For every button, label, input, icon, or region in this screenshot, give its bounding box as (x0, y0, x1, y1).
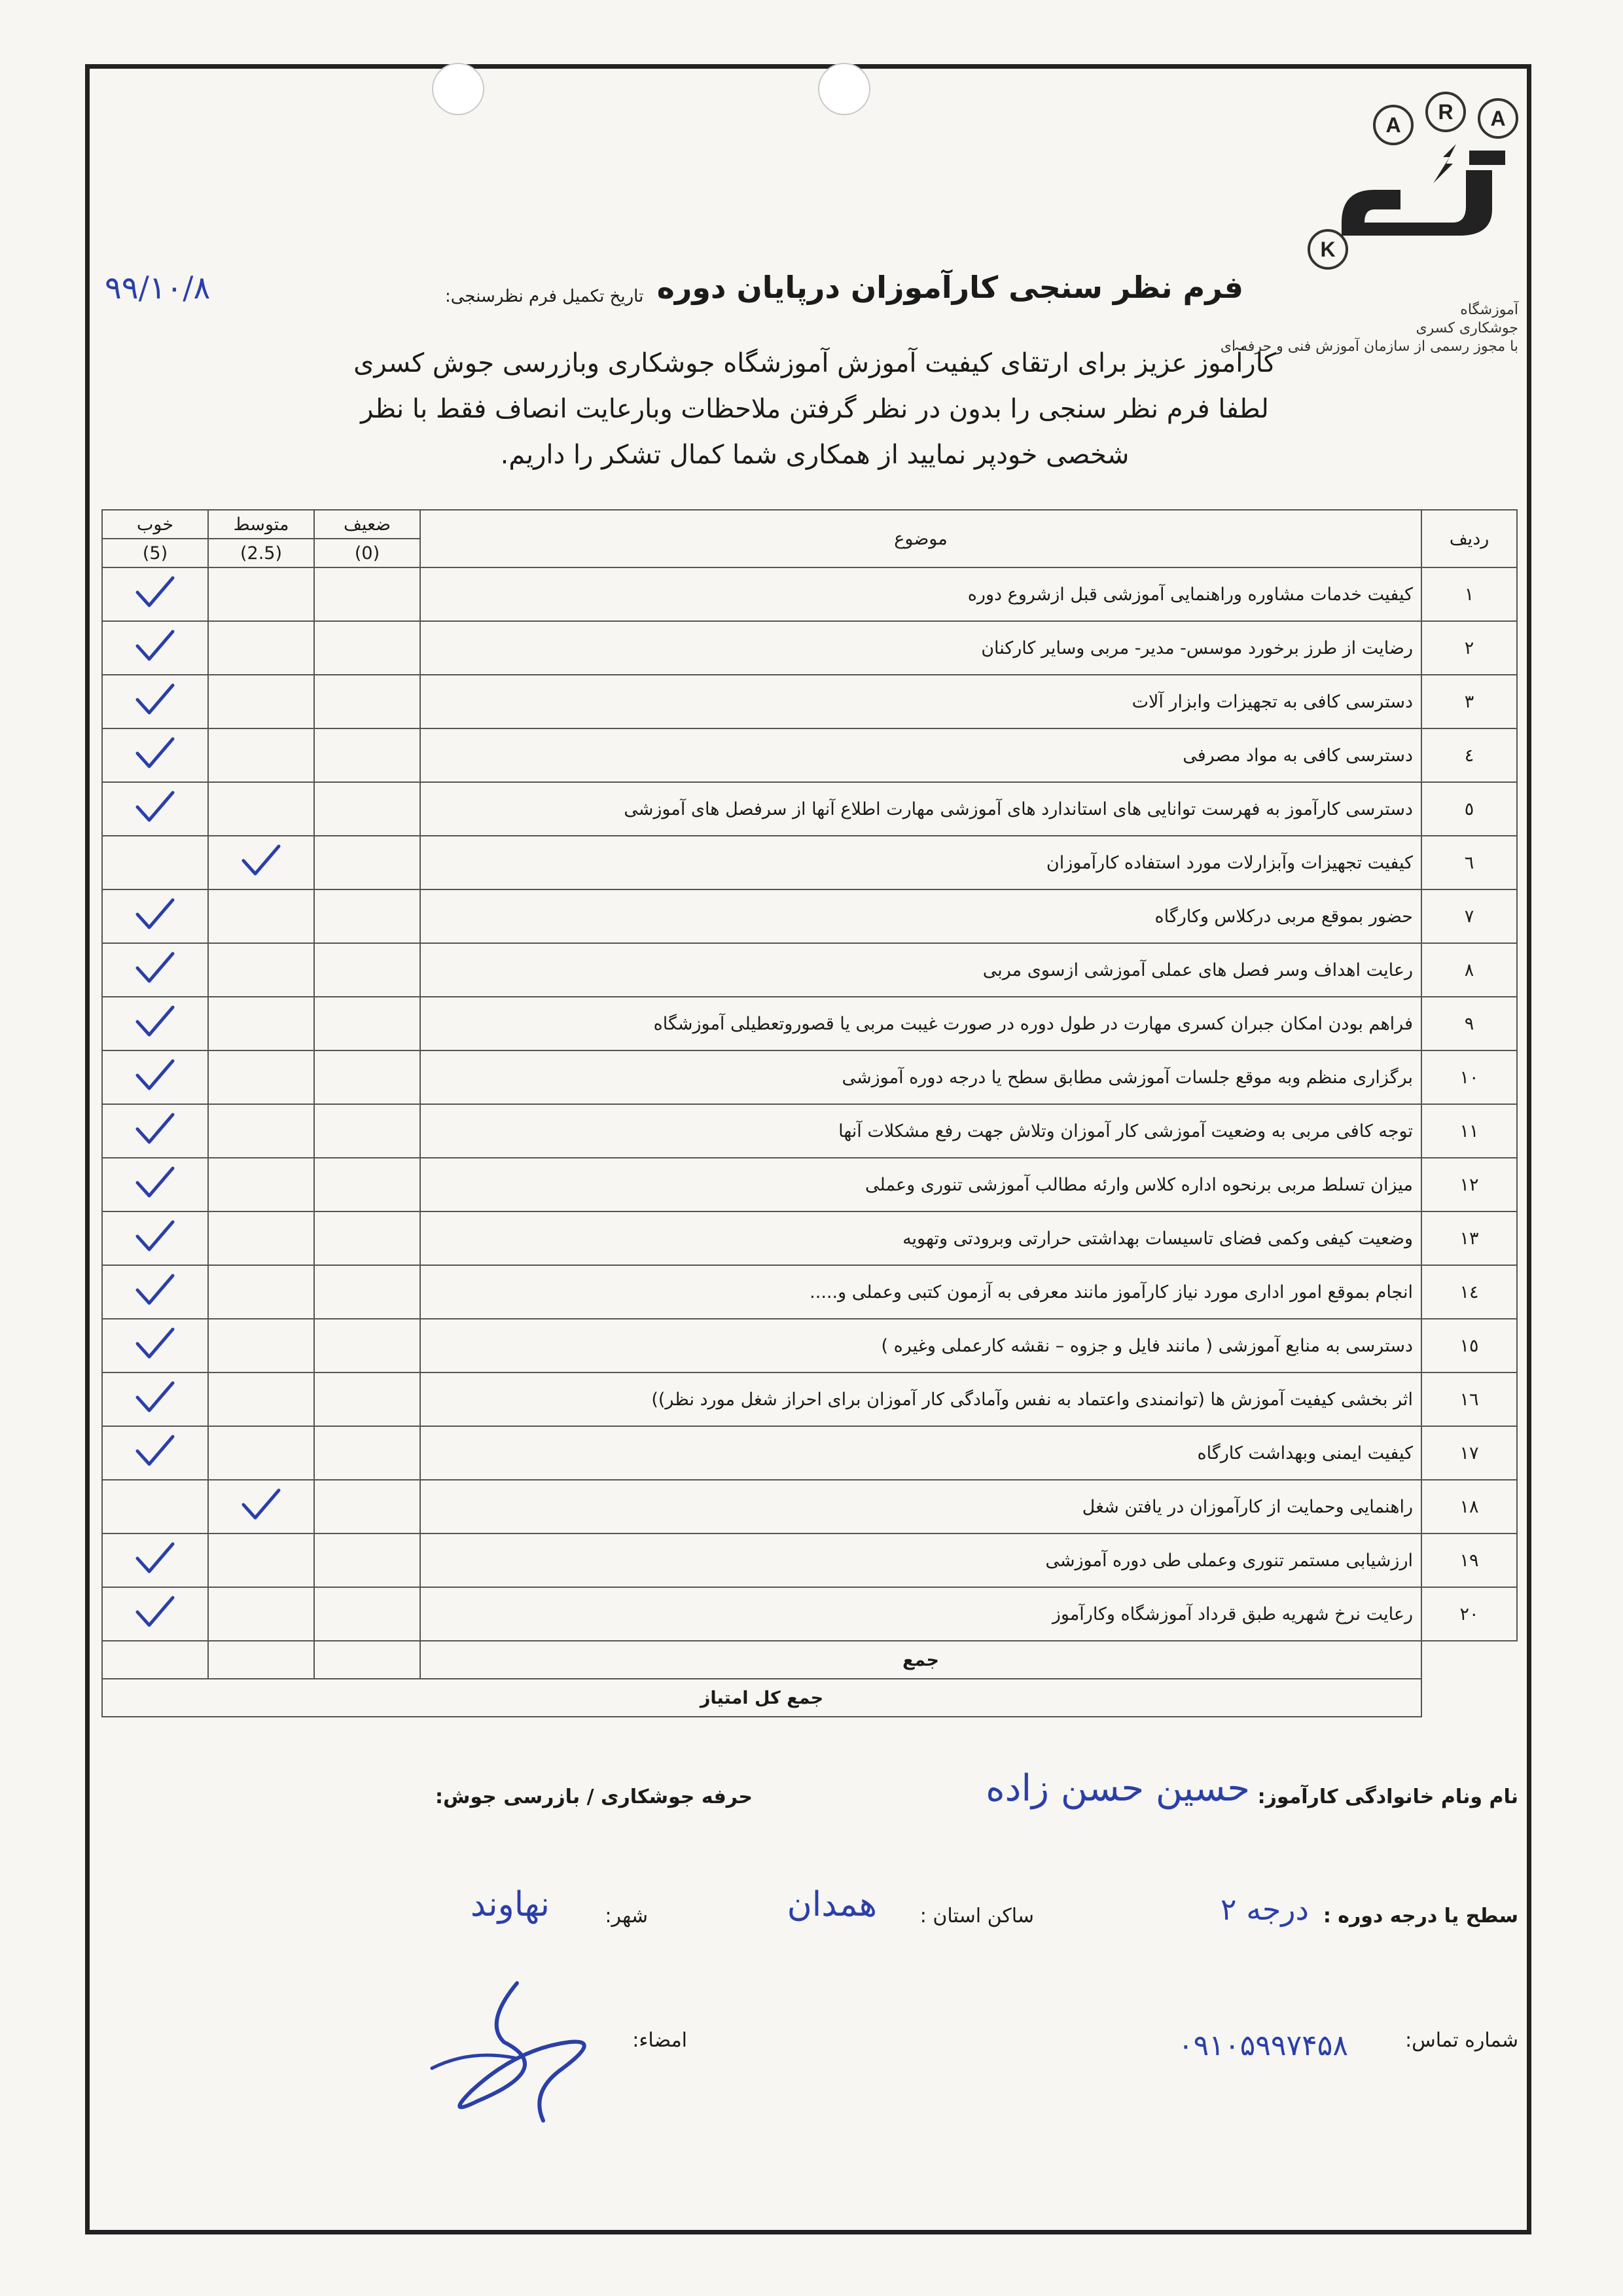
trainee-name-label: نام ونام خانوادگی کارآموز: (1257, 1785, 1518, 1808)
trade-label: حرفه جوشکاری / بازرسی جوش: (435, 1785, 753, 1808)
rating-cell-mid[interactable] (208, 675, 314, 728)
row-topic: رعایت اهداف وسر فصل های عملی آموزشی ازسوی مربی (420, 943, 1421, 997)
rating-cell-weak[interactable] (314, 997, 420, 1050)
table-row (102, 567, 1517, 621)
intro-line: کارآموز عزیز برای ارتقای کیفیت آموزش آموزشگاه جوشکاری وبازرسی جوش کسری (353, 348, 1276, 378)
table-row (102, 836, 1517, 889)
checkmark-icon (134, 951, 177, 985)
city-handwritten: نهاوند (470, 1885, 550, 1924)
rating-cell-weak[interactable] (314, 1050, 420, 1104)
row-topic: ارزشیابی مستمر تنوری وعملی طی دوره آموزشی (420, 1534, 1421, 1587)
table-row (102, 1534, 1517, 1587)
rating-cell-weak[interactable] (314, 889, 420, 943)
phone-handwritten: ۰۹۱۰۵۹۹۷۴۵۸ (1178, 2029, 1348, 2062)
row-number: ٥ (1421, 782, 1517, 836)
row-topic: رعایت نرخ شهریه طبق قرداد آموزشگاه وکارآموز (420, 1587, 1421, 1641)
rating-cell-good[interactable] (102, 567, 208, 621)
rating-cell-weak[interactable] (314, 1211, 420, 1265)
checkmark-icon (134, 1058, 177, 1092)
rating-cell-good[interactable] (102, 782, 208, 836)
table-row (102, 675, 1517, 728)
rating-cell-mid[interactable] (208, 1211, 314, 1265)
sum-label: جمع (420, 1641, 1421, 1679)
rating-cell-good[interactable] (102, 1158, 208, 1211)
row-topic: کیفیت تجهیزات وآبزارلات مورد استفاده کارآموزان (420, 836, 1421, 889)
rating-cell-mid[interactable] (208, 1265, 314, 1319)
row-topic: کیفیت ایمنی وبهداشت کارگاه (420, 1426, 1421, 1480)
rating-cell-weak[interactable] (314, 1158, 420, 1211)
level-handwritten: درجه ۲ (1220, 1892, 1309, 1927)
checkmark-icon (134, 790, 177, 824)
rating-cell-good[interactable] (102, 997, 208, 1050)
rating-cell-weak[interactable] (314, 1426, 420, 1480)
date-handwritten: ۹۹/۱۰/۸ (105, 270, 211, 306)
rating-cell-good[interactable] (102, 1104, 208, 1158)
checkmark-icon (134, 1434, 177, 1468)
row-number: ۱۷ (1421, 1426, 1517, 1480)
logo-letter: A (1373, 105, 1414, 145)
sum-mid-cell[interactable] (208, 1641, 314, 1679)
punch-hole-right (818, 63, 870, 115)
checkmark-icon (134, 736, 177, 770)
header-topic: موضوع (420, 510, 1421, 567)
logo-letter: K (1308, 229, 1348, 270)
header-good: خوب (102, 510, 208, 539)
checkmark-icon (134, 1380, 177, 1414)
table-row (102, 1372, 1517, 1426)
row-number: ۱٤ (1421, 1265, 1517, 1319)
rating-cell-good[interactable] (102, 1265, 208, 1319)
row-topic: حضور بموقع مربی درکلاس وکارگاه (420, 889, 1421, 943)
row-number: ۱۹ (1421, 1534, 1517, 1587)
checkmark-icon (240, 1488, 283, 1522)
rating-cell-good[interactable] (102, 621, 208, 675)
logo-letter: A (1478, 98, 1518, 139)
row-topic: انجام بموقع امور اداری مورد نیاز کارآموز مانند معرفی به آزمون کتبی وعملی و..... (420, 1265, 1421, 1319)
logo-caption-line: با مجوز رسمی از سازمان آموزش فنی و حرفه ای (1220, 338, 1518, 355)
province-label: ساکن استان : (919, 1905, 1034, 1928)
row-topic: برگزاری منظم وبه موقع جلسات آموزشی مطابق سطح یا درجه دوره آموزشی (420, 1050, 1421, 1104)
rating-cell-good[interactable] (102, 675, 208, 728)
row-number: ۱٥ (1421, 1319, 1517, 1372)
rating-cell-weak[interactable] (314, 1480, 420, 1534)
rating-cell-mid[interactable] (208, 621, 314, 675)
row-topic: توجه کافی مربی به وضعیت آموزشی کار آموزان وتلاش جهت رفع مشکلات آنها (420, 1104, 1421, 1158)
row-topic: دسترسی کافی به مواد مصرفی (420, 728, 1421, 782)
rating-cell-mid[interactable] (208, 1534, 314, 1587)
rating-cell-good[interactable] (102, 1534, 208, 1587)
date-label: تاریخ تکمیل فرم نظرسنجی: (445, 287, 644, 306)
header-weak: ضعیف (314, 510, 420, 539)
rating-cell-mid[interactable] (208, 1158, 314, 1211)
punch-hole-left (432, 63, 484, 115)
row-number: ۱٦ (1421, 1372, 1517, 1426)
logo-caption-line: آموزشگاه (1460, 302, 1518, 318)
city-label: شهر: (605, 1905, 648, 1928)
row-topic: رضایت از طرز برخورد موسس- مدیر- مربی وسایر کارکنان (420, 621, 1421, 675)
row-number: ۱۸ (1421, 1480, 1517, 1534)
table-row (102, 943, 1517, 997)
rating-cell-mid[interactable] (208, 889, 314, 943)
row-topic: اثر بخشی کیفیت آموزش ها (توانمندی واعتماد به نفس وآمادگی کار آموزان برای احراز شغل مورد نظر)) (420, 1372, 1421, 1426)
table-row (102, 1587, 1517, 1641)
table-row (102, 1211, 1517, 1265)
rating-cell-mid[interactable] (208, 1319, 314, 1372)
table-row (102, 997, 1517, 1050)
rating-cell-mid[interactable] (208, 997, 314, 1050)
rating-cell-mid[interactable] (208, 1104, 314, 1158)
row-number: ۲۰ (1421, 1587, 1517, 1641)
row-number: ۹ (1421, 997, 1517, 1050)
table-row (102, 1426, 1517, 1480)
row-number: ۱۳ (1421, 1211, 1517, 1265)
rating-cell-mid[interactable] (208, 943, 314, 997)
header-mid: متوسط (208, 510, 314, 539)
trainee-name-handwritten: حسین حسن زاده (986, 1767, 1250, 1810)
header-weak-score: (0) (314, 539, 420, 567)
rating-cell-mid[interactable] (208, 1587, 314, 1641)
rating-cell-weak[interactable] (314, 836, 420, 889)
phone-label: شماره تماس: (1405, 2029, 1518, 2052)
row-number: ۸ (1421, 943, 1517, 997)
intro-line: شخصی خودپر نمایید از همکاری شما کمال تشکر را داریم. (500, 440, 1130, 470)
rating-cell-good[interactable] (102, 1587, 208, 1641)
row-topic: دسترسی به منابع آموزشی ( مانند فایل و جزوه – نقشه کارعملی وغیره ) (420, 1319, 1421, 1372)
checkmark-icon (134, 1327, 177, 1361)
rating-cell-good[interactable] (102, 836, 208, 889)
rating-cell-good[interactable] (102, 1480, 208, 1534)
rating-cell-mid[interactable] (208, 567, 314, 621)
survey-table (101, 509, 1518, 1717)
table-row (102, 1265, 1517, 1319)
header-good-score: (5) (102, 539, 208, 567)
row-number: ۱۱ (1421, 1104, 1517, 1158)
form-title: فرم نظر سنجی کارآموزان درپایان دوره (656, 270, 1243, 305)
header-row-number: ردیف (1421, 510, 1517, 567)
rating-cell-weak[interactable] (314, 728, 420, 782)
row-topic: راهنمایی وحمایت از کارآموزان در یافتن شغل (420, 1480, 1421, 1534)
rating-cell-mid[interactable] (208, 782, 314, 836)
rating-cell-weak[interactable] (314, 567, 420, 621)
checkmark-icon (134, 1219, 177, 1253)
rating-cell-good[interactable] (102, 1211, 208, 1265)
checkmark-icon (134, 1273, 177, 1307)
row-number: ۲ (1421, 621, 1517, 675)
checkmark-icon (134, 1166, 177, 1200)
rating-cell-good[interactable] (102, 889, 208, 943)
rating-cell-good[interactable] (102, 728, 208, 782)
table-row (102, 1050, 1517, 1104)
table-row (102, 1104, 1517, 1158)
table-row (102, 889, 1517, 943)
rating-cell-weak[interactable] (314, 621, 420, 675)
checkmark-icon (134, 1541, 177, 1575)
rating-cell-weak[interactable] (314, 1534, 420, 1587)
checkmark-icon (134, 575, 177, 609)
school-logo (1211, 98, 1518, 355)
checkmark-icon (134, 897, 177, 931)
rating-cell-weak[interactable] (314, 1104, 420, 1158)
rating-cell-mid[interactable] (208, 1372, 314, 1426)
row-topic: فراهم بودن امکان جبران کسری مهارت در طول دوره در صورت غیبت مربی یا قصوروتعطیلی آموزشگاه (420, 997, 1421, 1050)
intro-line: لطفا فرم نظر سنجی را بدون در نظر گرفتن ملاحظات وبارعایت انصاف فقط با نظر (361, 394, 1269, 424)
rating-cell-weak[interactable] (314, 675, 420, 728)
sum-good-cell[interactable] (102, 1641, 208, 1679)
checkmark-icon (240, 844, 283, 878)
rating-cell-good[interactable] (102, 1050, 208, 1104)
table-row (102, 1158, 1517, 1211)
row-topic: دسترسی کارآموز به فهرست توانایی های استاندارد های آموزشی مهارت اطلاع آنها از سرفصل های آموزشی (420, 782, 1421, 836)
row-number: ۱ (1421, 567, 1517, 621)
logo-letter: R (1425, 92, 1466, 132)
rating-cell-weak[interactable] (314, 1587, 420, 1641)
checkmark-icon (134, 1112, 177, 1146)
checkmark-icon (134, 683, 177, 717)
row-number: ۱۰ (1421, 1050, 1517, 1104)
table-row (102, 728, 1517, 782)
rating-cell-mid[interactable] (208, 1050, 314, 1104)
checkmark-icon (134, 1595, 177, 1629)
rating-cell-good[interactable] (102, 943, 208, 997)
rating-cell-good[interactable] (102, 1319, 208, 1372)
row-number: ٤ (1421, 728, 1517, 782)
rating-cell-weak[interactable] (314, 1372, 420, 1426)
row-topic: وضعیت کیفی وکمی فضای تاسیسات بهداشتی حرارتی وبرودتی وتهویه (420, 1211, 1421, 1265)
province-handwritten: همدان (787, 1885, 877, 1924)
rating-cell-weak[interactable] (314, 1265, 420, 1319)
rating-cell-weak[interactable] (314, 782, 420, 836)
rating-cell-good[interactable] (102, 1372, 208, 1426)
header-mid-score: (2.5) (208, 539, 314, 567)
table-row (102, 1480, 1517, 1534)
table-row (102, 621, 1517, 675)
checkmark-icon (134, 629, 177, 663)
row-number: ٦ (1421, 836, 1517, 889)
total-score-label: جمع کل امتیاز (102, 1679, 1421, 1717)
row-number: ۱۲ (1421, 1158, 1517, 1211)
rating-cell-weak[interactable] (314, 943, 420, 997)
sum-weak-cell[interactable] (314, 1641, 420, 1679)
signature-scribble (406, 1970, 622, 2140)
row-number: ۳ (1421, 675, 1517, 728)
intro-paragraph (92, 340, 1538, 478)
row-topic: میزان تسلط مربی برنحوه اداره کلاس وارئه مطالب آموزشی تنوری وعملی (420, 1158, 1421, 1211)
checkmark-icon (134, 1005, 177, 1039)
rating-cell-weak[interactable] (314, 1319, 420, 1372)
table-row (102, 782, 1517, 836)
logo-mark-icon (1335, 144, 1512, 236)
row-number: ۷ (1421, 889, 1517, 943)
rating-cell-mid[interactable] (208, 728, 314, 782)
signature-label: امضاء: (632, 2029, 687, 2052)
level-label: سطح یا درجه دوره : (1323, 1905, 1518, 1928)
row-topic: دسترسی کافی به تجهیزات وابزار آلات (420, 675, 1421, 728)
table-row (102, 1319, 1517, 1372)
row-topic: کیفیت خدمات مشاوره وراهنمایی آموزشی قبل ازشروع دوره (420, 567, 1421, 621)
rating-cell-mid[interactable] (208, 1480, 314, 1534)
logo-caption-line: جوشکاری کسری (1416, 320, 1518, 336)
rating-cell-good[interactable] (102, 1426, 208, 1480)
rating-cell-mid[interactable] (208, 836, 314, 889)
rating-cell-mid[interactable] (208, 1426, 314, 1480)
